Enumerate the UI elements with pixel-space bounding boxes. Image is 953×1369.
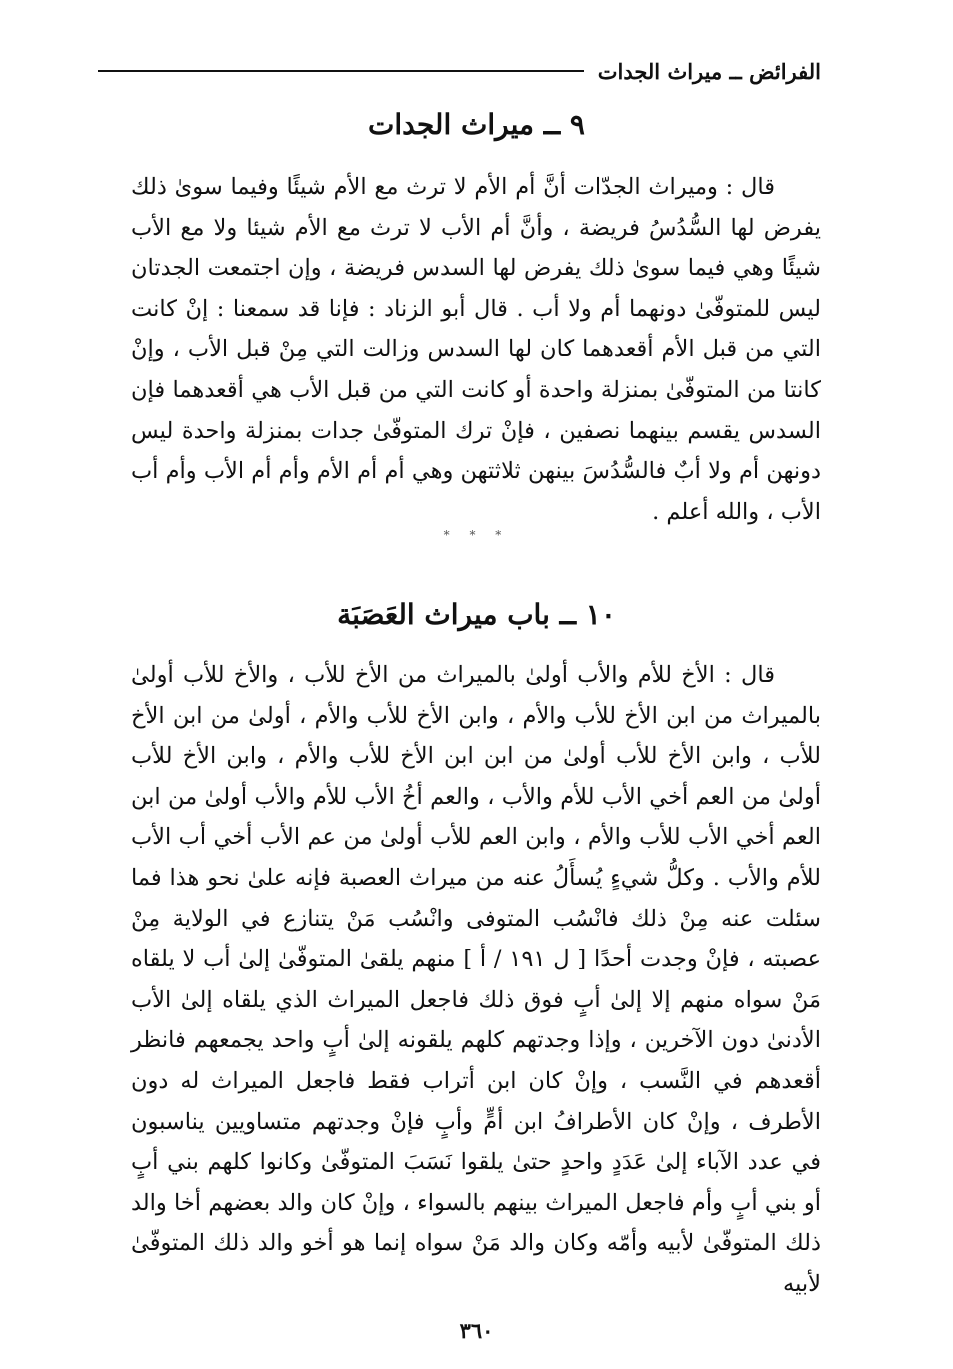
header-rule (98, 70, 584, 72)
paragraph-text: قال : وميراث الجدّات أنَّ أم الأم لا ترث مع الأم شيئًا وفيما سوىٰ ذلك يفرض لها السُّدُسُ فريضة ، وأنَّ أم الأب لا ترث مع الأم شيئا ولا مع الأب شيئًا وهي فيما سوىٰ ذلك يفرض لها السدس فريضة ، وإن اجتمعت الجدتان ليس للمتوفّىٰ دونهما أم ولا أب . قال أبو الزناد : فإنا قد سمعنا : إنْ كانت التي من قبل الأم أقعدهما كان لها السدس وزالت التي مِنْ قبل الأب ، وإنْ كانتا من المتوفّىٰ بمنزلة واحدة أو كانت التي من قبل الأب هي أقعدهما فإن السدس يقسم بينهما نصفين ، فإنْ ترك المتوفّىٰ جدات بمنزلة واحدة ليس دونهن أم ولا أبٌ فالسُّدُسَ بينهن ثلاثتهن وهي أم أم الأم وأم أم الأب وأم أب الأب ، والله أعلم . (131, 174, 821, 525)
running-header (98, 54, 821, 88)
paragraph-text: قال : الأخ للأم والأب أولىٰ بالميراث من الأخ للأب ، والأخ للأب أولىٰ بالميراث من ابن الأخ للأب والأم ، وابن الأخ للأب والأم ، أولىٰ من ابن الأخ للأب ، وابن الأخ للأب أولىٰ من ابن ابن الأخ للأب والأم ، وابن الأخ للأب أولىٰ من العم أخي الأب للأم والأب ، والعم أخُ الأب للأم والأب أولىٰ من ابن العم أخي الأب للأب والأم ، وابن العم للأب أولىٰ من عم الأب أخي أب الأب للأم والأب . وكلُّ شيءٍ يُسأَلُ عنه من ميراث العصبة فإنه علىٰ نحو هذا فما سئلت عنه مِنْ ذلك فانْسُب المتوفى وانْسُب مَنْ يتنازع في الولاية مِنْ عصبته ، فإنْ وجدت أحدًا [ ل ١٩١ / أ ] منهم يلقىٰ المتوفّىٰ إلىٰ أب لا يلقاه مَنْ سواه منهم إلا إلىٰ أبٍ فوق ذلك فاجعل الميراث الذي يلقاه إلىٰ الأب الأدنىٰ دون الآخرين ، وإذا وجدتهم كلهم يلقونه إلىٰ أبٍ واحد يجمعهم فانظر أقعدهم في النَّسب ، وإنْ كان ابن أتراب فقط فاجعل الميراث له دون الأطرف ، وإنْ كان الأطرافُ ابن أمٍّ وأبٍ فإنْ وجدتهم متساويين يناسبون في عدد الآباء إلىٰ عَدَدٍ واحدٍ حتىٰ يلقوا نَسَبَ المتوفّىٰ وكانوا كلهم بني أبٍ أو بني أبٍ وأم فاجعل الميراث بينهم بالسواء ، وإنْ كان والد بعضهم أخا والد ذلك المتوفّىٰ لأبيه وأمّه وكان والد مَنْ سواه إنما هو أخو والد ذلك المتوفّىٰ لأبيه (131, 662, 821, 1297)
section-paragraph-agnates (131, 655, 821, 1305)
page-number: ٣٦٠ (459, 1318, 494, 1343)
section-title-inheritance-of-grandmothers: ٩ ــ ميراث الجدات (368, 108, 585, 141)
section-title-inheritance-of-agnates: ١٠ ــ باب ميراث العَصَبَة (337, 598, 616, 631)
running-title: الفرائض ــ ميراث الجدات (597, 58, 821, 84)
section-separator: * * * (443, 528, 510, 542)
section-paragraph-grandmothers (131, 167, 821, 532)
